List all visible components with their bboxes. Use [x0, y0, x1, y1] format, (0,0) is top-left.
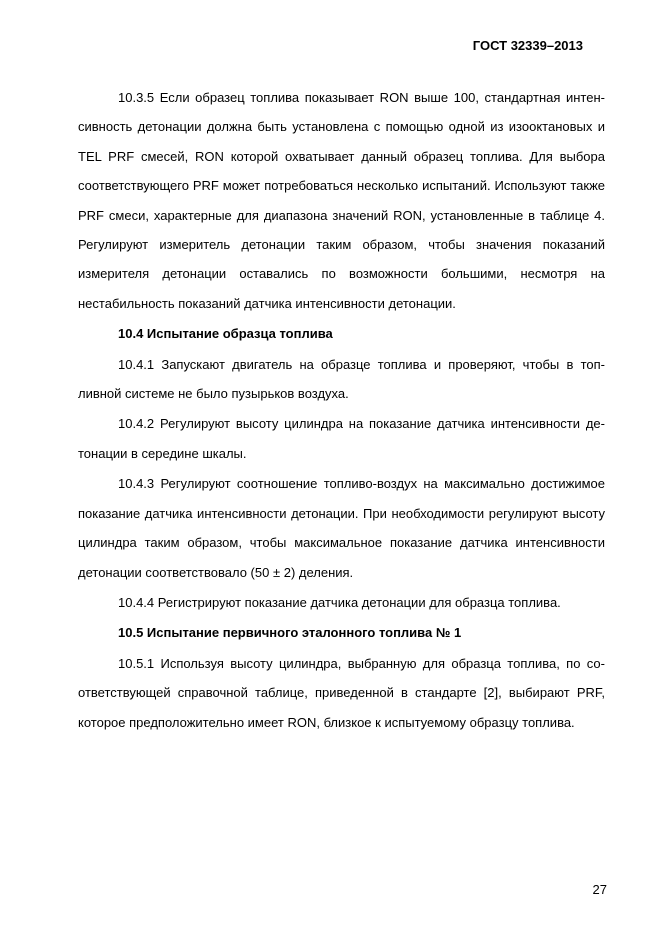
section-heading-10-5: 10.5 Испытание первичного эталонного топлива № 1: [118, 625, 462, 641]
page-number: 27: [592, 882, 607, 897]
paragraph-10-4-2: 10.4.2 Регулируют высоту цилиндра на показание датчика интенсивности детонации в середине шкалы.: [78, 416, 605, 461]
document-code-header: ГОСТ 32339–2013: [472, 38, 583, 53]
paragraph-10-5-1: 10.5.1 Используя высоту цилиндра, выбранную для образца топлива, по соответствующей справочной таблице, приведенной в стандарте [2], выбирают PRF, которое предположительно имеет RON, близкое к испытуемому образцу топлива.: [78, 655, 605, 730]
paragraph-10-4-1: 10.4.1 Запускают двигатель на образце топлива и проверяют, чтобы в топливной системе не было пузырьков воздуха.: [78, 356, 605, 402]
paragraph-10-3-5: 10.3.5 Если образец топлива показывает RON выше 100, стандартная интенсивность детонации должна быть установлена с помощью одной из изооктановых и TEL PRF смесей, RON которой охватывает данный образец топлива. Для выбора соответствующего PRF может потребоваться несколько испытаний. Используют также PRF смеси, характерные для диапазона значений RON, установленные в таблице 4. Регулируют измеритель детонации таким образом, чтобы значения показаний измерителя детонации оставались по возможности большими, несмотря на нестабильность показаний датчика интенсивности детонации.: [78, 90, 605, 311]
section-heading-10-4: 10.4 Испытание образца топлива: [118, 326, 333, 342]
document-body: [78, 83, 605, 737]
paragraph-10-4-3: 10.4.3 Регулируют соотношение топливо-воздух на максимально достижимое показание датчика интенсивности детонации. При необходимости регулируют высоту цилиндра таким образом, чтобы максимальное показание датчика интенсивности детонации соответствовало (50 ± 2) деления.: [78, 476, 605, 580]
paragraph-10-4-4: 10.4.4 Регистрируют показание датчика детонации для образца топлива.: [118, 594, 561, 610]
